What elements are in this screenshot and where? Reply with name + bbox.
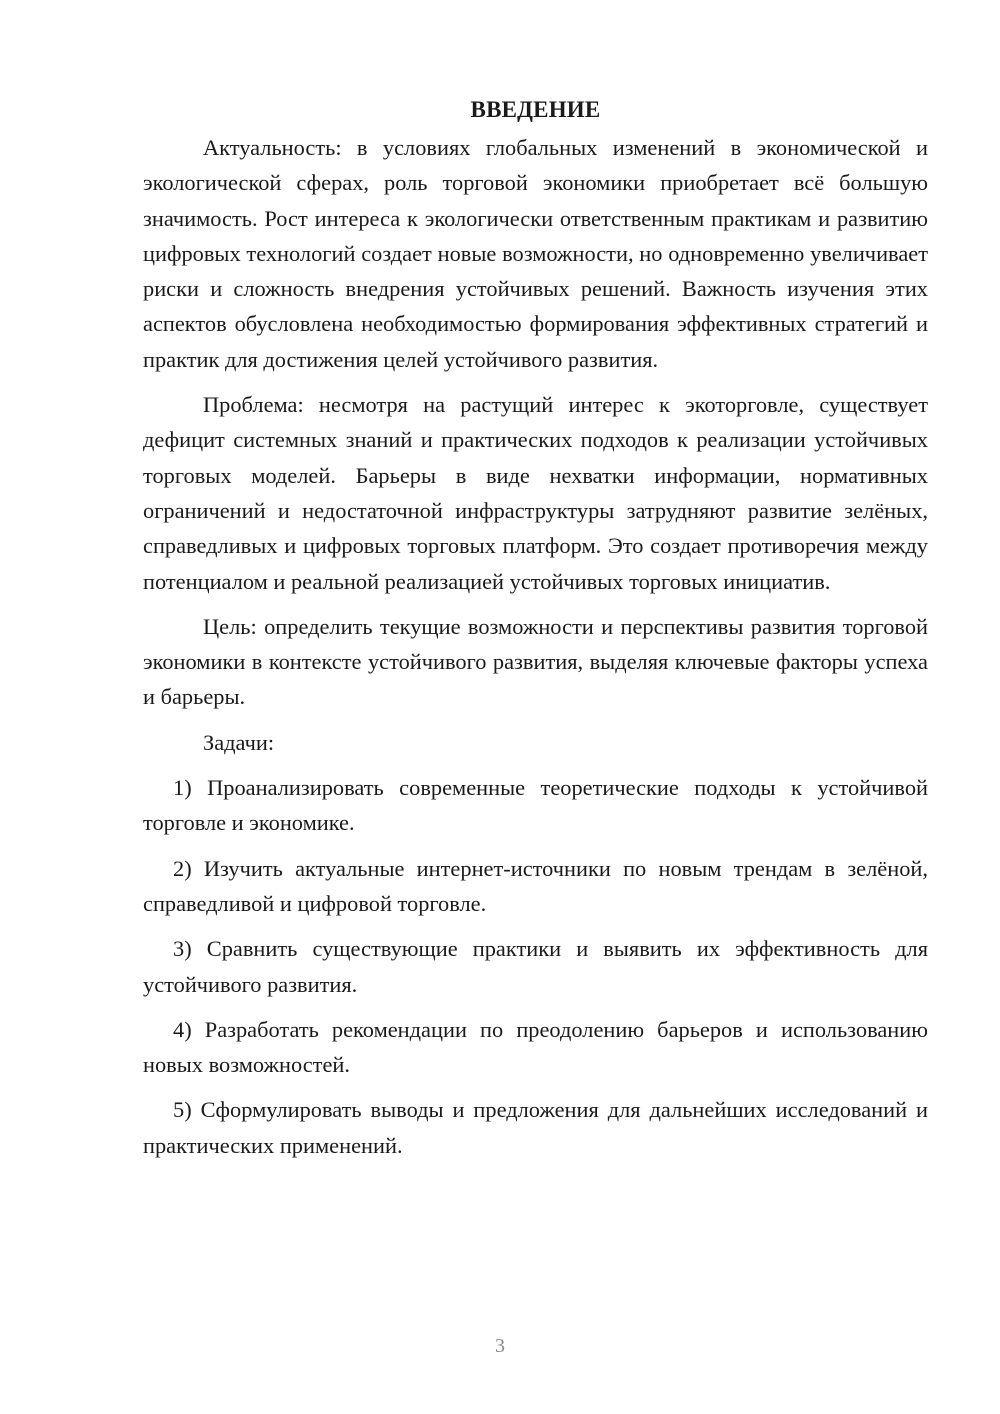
task-item-2: 2) Изучить актуальные интернет-источники по новым трендам в зелёной, справедливой и цифровой торговле. — [143, 855, 928, 916]
page-number: 3 — [495, 1335, 505, 1357]
tasks-label: Задачи: — [203, 729, 275, 755]
paragraph-relevance: Актуальность: в условиях глобальных изменений в экономической и экологической сферах, роль торговой экономики приобретает всё большую значимость. Рост интереса к экологически ответственным практикам и развитию цифровых технологий создает новые возможности, но одновременно увеличивает риски и сложность внедрения устойчивых решений. Важность изучения этих аспектов обусловлена необходимостью формирования эффективных стратегий и практик для достижения целей устойчивого развития. — [143, 135, 928, 372]
task-item-1: 1) Проанализировать современные теоретические подходы к устойчивой торговле и экономике. — [143, 775, 928, 836]
paragraph-goal: Цель: определить текущие возможности и перспективы развития торговой экономики в контексте устойчивого развития, выделяя ключевые факторы успеха и барьеры. — [143, 613, 928, 710]
task-item-3: 3) Сравнить существующие практики и выявить их эффективность для устойчивого развития. — [143, 936, 928, 997]
paragraph-problem: Проблема: несмотря на растущий интерес к экоторговле, существует дефицит системных знаний и практических подходов к реализации устойчивых торговых моделей. Барьеры в виде нехватки информации, нормативных ограничений и недостаточной инфраструктуры затрудняют развитие зелёных, справедливых и цифровых торговых платформ. Это создает противоречия между потенциалом и реальной реализацией устойчивых торговых инициатив. — [143, 392, 928, 594]
section-heading: ВВЕДЕНИЕ — [470, 97, 601, 122]
task-item-5: 5) Сформулировать выводы и предложения для дальнейших исследований и практических применений. — [143, 1097, 928, 1158]
page-content — [143, 92, 928, 1173]
task-item-4: 4) Разработать рекомендации по преодолению барьеров и использованию новых возможностей. — [143, 1016, 928, 1078]
